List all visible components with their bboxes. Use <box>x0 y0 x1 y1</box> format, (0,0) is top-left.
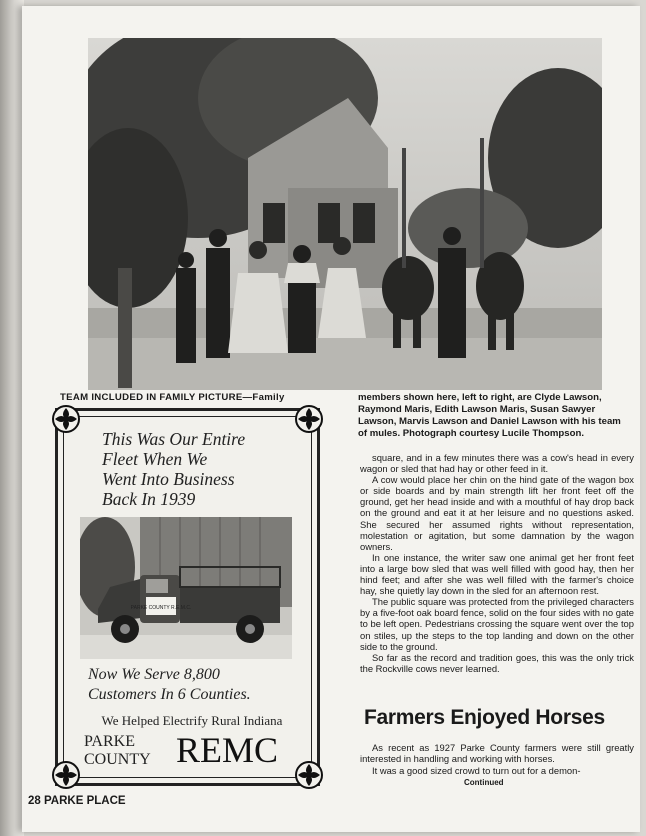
truck-illustration <box>80 517 292 659</box>
corner-ornament-icon <box>52 405 80 433</box>
ad-headline-line: Went Into Business <box>102 469 235 489</box>
section-headline: Farmers Enjoyed Horses <box>364 706 605 729</box>
ad-brand-line: PARKE <box>84 733 135 750</box>
section-paragraph-2: It was a good sized crowd to turn out for a demon- <box>372 764 581 776</box>
ad-tagline: We Helped Electrify Rural Indiana <box>101 713 283 728</box>
vintage-truck-photo <box>80 517 292 659</box>
article-paragraph-5: So far as the record and tradition goes, this was the only trick the Rockville cows never learned. <box>360 651 634 674</box>
family-photo-illustration <box>88 38 602 390</box>
ad-headline <box>102 429 312 509</box>
article-paragraph-1: square, and in a few minutes there was a cow's head in every wagon or sled that had hay or other feed in it. <box>360 452 634 475</box>
article-paragraph-2: A cow would place her chin on the hind gate of the wagon box or side boards and by main strength lift her front feet off the ground, get her head inside and with a mouthful of hay drop back on the ground and eat it at her leisure and no questions asked. She secured her assumed rights without representation, molestation or agitation, but some damnation by the wagon owners. <box>360 474 634 552</box>
page-footer: 28 PARKE PLACE <box>28 795 126 807</box>
ad-customers-text <box>88 665 318 705</box>
corner-ornament-icon <box>52 761 80 789</box>
corner-ornament-icon <box>295 761 323 789</box>
ad-customers-line: Now We Serve 8,800 <box>88 666 220 683</box>
ad-brand-line: COUNTY <box>84 751 151 768</box>
photo-caption-left: TEAM INCLUDED IN FAMILY PICTURE—Family <box>60 392 285 403</box>
remc-advertisement <box>55 408 320 786</box>
article-paragraph-4: The public square was protected from the privileged characters by a five-foot oak board fence, solid on the four sides with no gate to be left open. Pedestrians crossing the square went over the top on stiles, up the steps to the top landing and down on the other side to the ground. <box>360 596 634 652</box>
family-photograph <box>88 38 602 390</box>
truck-door-text: PARKE COUNTY R.E.M.C. <box>130 605 192 611</box>
section-paragraph-1: As recent as 1927 Parke County farmers were still greatly interested in handling and working with horses. <box>360 742 634 765</box>
ad-brand-name <box>84 733 151 769</box>
article-body <box>360 452 634 674</box>
ad-customers-line: Customers In 6 Counties. <box>88 686 251 703</box>
ad-headline-line: This Was Our Entire <box>102 429 246 449</box>
photo-caption-right: members shown here, left to right, are Clyde Lawson, Raymond Maris, Edith Lawson Maris, Susan Sawyer Lawson, Marvis Lawson and Daniel Lawson with his team of mules. Photograph courtesy Lucile Thompson. <box>358 392 621 439</box>
ad-headline-line: Fleet When We <box>102 449 208 469</box>
continued-label: Continued <box>464 778 504 787</box>
page-spine-shadow <box>0 0 24 836</box>
ad-headline-line: Back In 1939 <box>102 489 196 509</box>
ad-brand-logo: REMC <box>176 730 279 770</box>
article-paragraph-3: In one instance, the writer saw one animal get her front feet into a large bow sled that was well filled with good hay, then her hind feet; and after she was well filled with the farmer's choice hay, she quietly lay down in the sled for an afternoon rest. <box>360 551 634 597</box>
section-body <box>360 742 634 776</box>
